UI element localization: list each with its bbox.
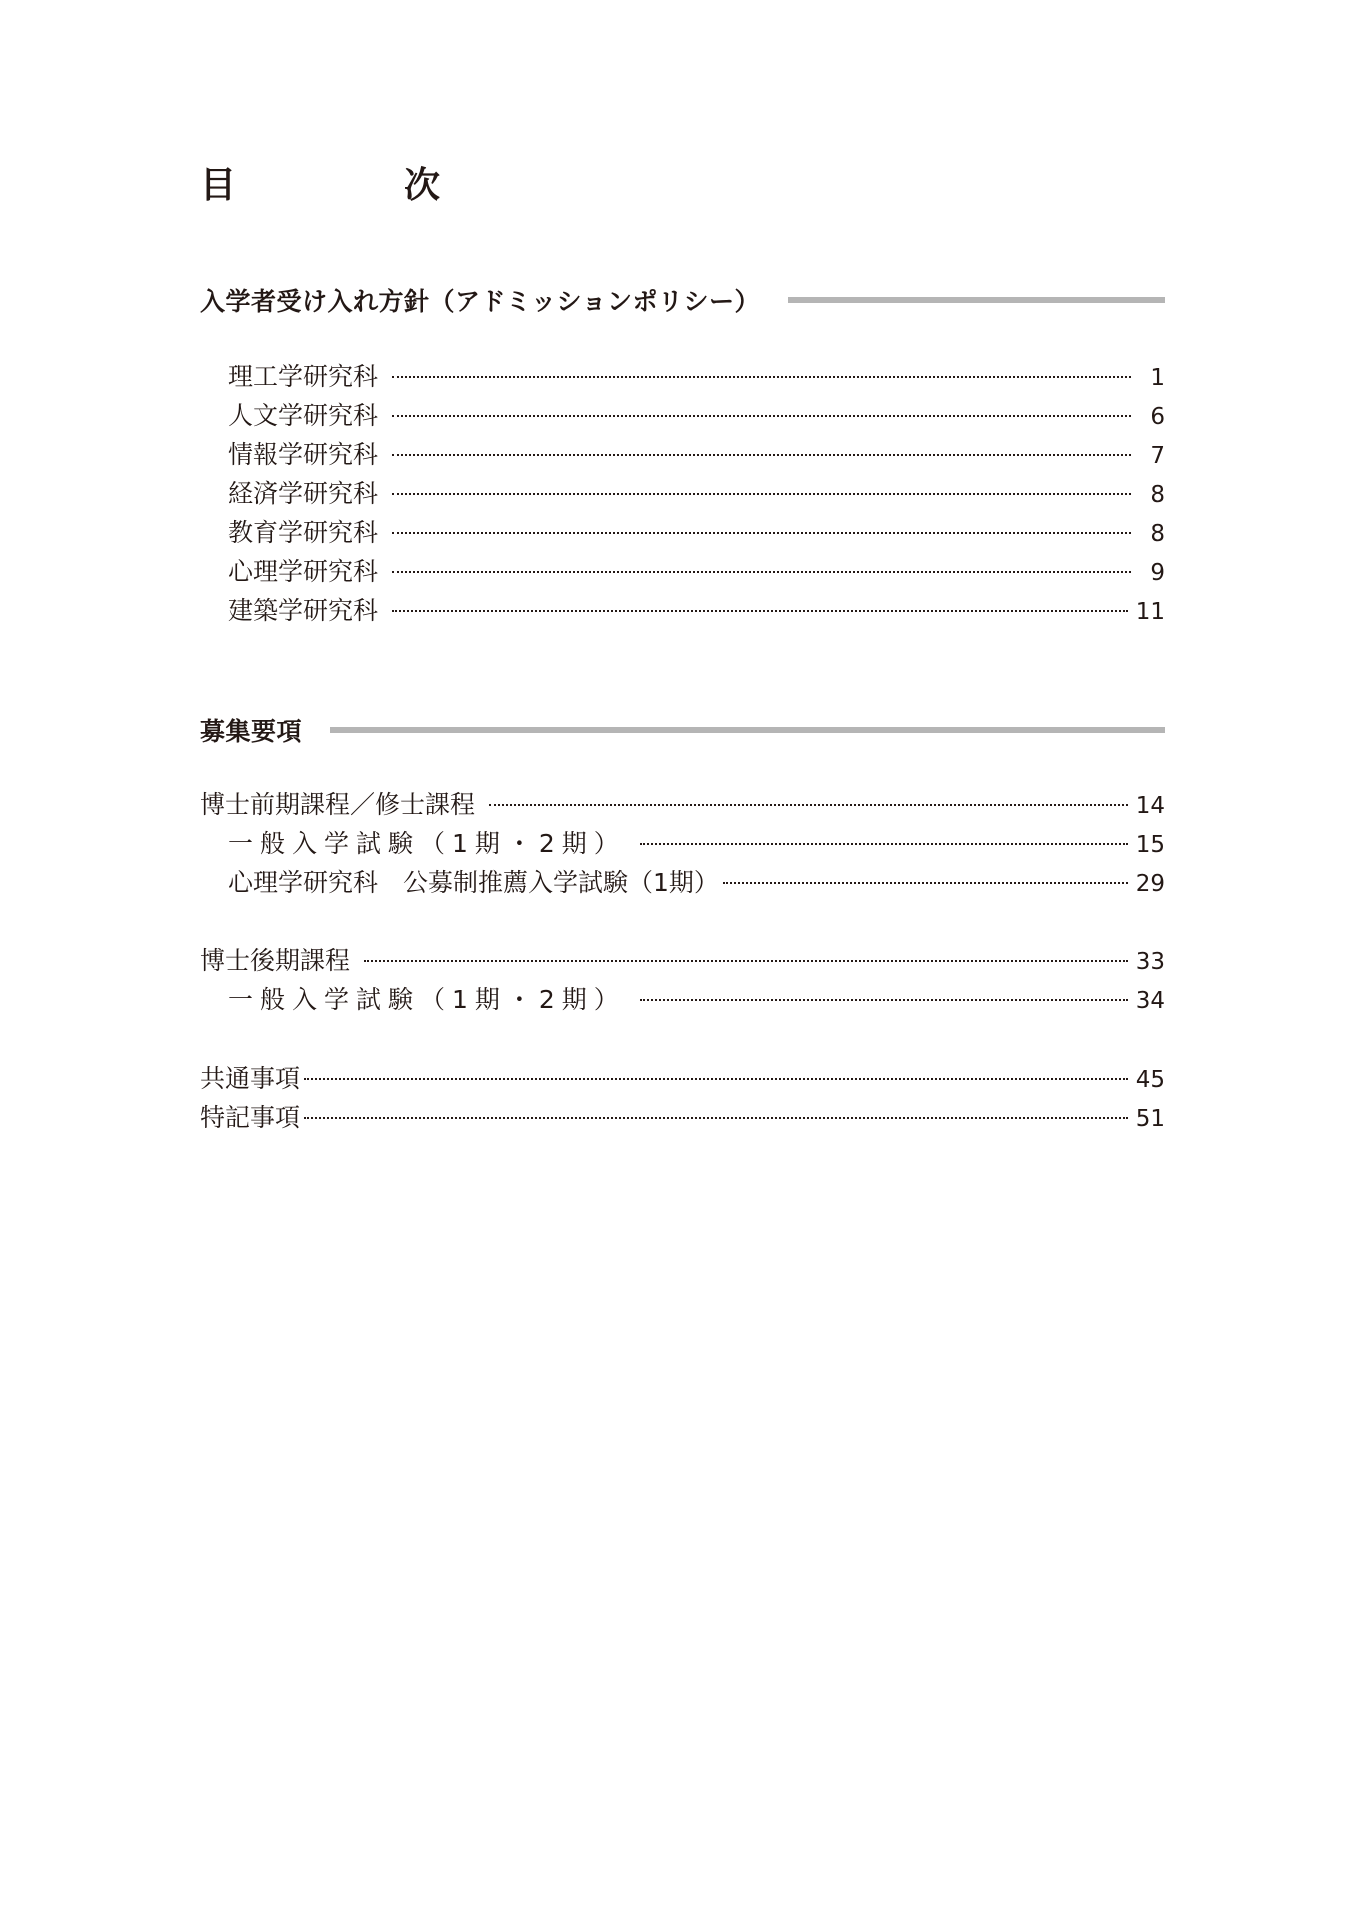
dot-leader (392, 493, 1131, 495)
dot-leader (392, 415, 1131, 417)
dot-leader (364, 960, 1128, 962)
admission-policy-list (200, 357, 1165, 630)
toc-entry-label: 博士前期課程／修士課程 (200, 790, 476, 819)
toc-entry-label: 理工学研究科 (228, 362, 379, 391)
toc-entry-economics[interactable] (200, 474, 1165, 513)
toc-page-number: 11 (1135, 599, 1165, 625)
section-divider (788, 297, 1165, 303)
toc-entry-informatics[interactable] (200, 435, 1165, 474)
toc-entry-psych-recommendation-exam[interactable] (200, 863, 1165, 902)
toc-page-number: 6 (1150, 404, 1165, 430)
toc-entry-label: 教育学研究科 (228, 518, 379, 547)
toc-page-number: 8 (1150, 482, 1165, 508)
toc-entry-psychology[interactable] (200, 552, 1165, 591)
section-heading-admission-policy (200, 280, 1165, 320)
toc-page-number: 51 (1135, 1106, 1165, 1132)
toc-page-number: 1 (1150, 365, 1165, 391)
toc-entry-science-engineering[interactable] (200, 357, 1165, 396)
toc-entry-label: 経済学研究科 (228, 479, 379, 508)
toc-entry-label: 特記事項 (200, 1103, 301, 1132)
toc-entry-label: 情報学研究科 (228, 440, 379, 469)
page-title: 目 次 (200, 165, 507, 206)
toc-entry-doctoral-course[interactable] (200, 941, 1165, 980)
dot-leader (392, 376, 1131, 378)
dot-leader (392, 610, 1128, 612)
doctoral-list (200, 941, 1165, 1019)
section-divider (330, 727, 1165, 733)
section-heading-text: 募集要項 (200, 717, 303, 746)
toc-page-number: 9 (1150, 560, 1165, 586)
toc-entry-label: 一般入学試験（1期・2期） (228, 829, 626, 858)
toc-page-number: 8 (1150, 521, 1165, 547)
dot-leader (640, 999, 1128, 1001)
toc-page-number: 34 (1135, 988, 1165, 1014)
toc-entry-humanities[interactable] (200, 396, 1165, 435)
toc-entry-masters-course[interactable] (200, 785, 1165, 824)
dot-leader (304, 1117, 1128, 1119)
dot-leader (392, 454, 1131, 456)
toc-page-number: 33 (1135, 949, 1165, 975)
section-heading-text: 入学者受け入れ方針（アドミッションポリシー） (200, 287, 761, 316)
dot-leader (723, 882, 1128, 884)
toc-entry-label: 人文学研究科 (228, 401, 379, 430)
toc-entry-education[interactable] (200, 513, 1165, 552)
section-heading-recruitment (200, 710, 1165, 750)
toc-entry-label: 建築学研究科 (228, 596, 379, 625)
dot-leader (392, 571, 1131, 573)
dot-leader (392, 532, 1131, 534)
general-info-list (200, 1059, 1165, 1137)
toc-entry-label: 博士後期課程 (200, 946, 351, 975)
toc-page-number: 15 (1135, 832, 1165, 858)
toc-entry-label: 心理学研究科 (228, 557, 379, 586)
toc-page-number: 45 (1135, 1067, 1165, 1093)
toc-entry-label: 一般入学試験（1期・2期） (228, 985, 626, 1014)
dot-leader (304, 1078, 1128, 1080)
toc-entry-doctoral-general-exam[interactable] (200, 980, 1165, 1019)
toc-entry-architecture[interactable] (200, 591, 1165, 630)
masters-list (200, 785, 1165, 902)
toc-entry-label: 共通事項 (200, 1064, 301, 1093)
toc-entry-special-notes[interactable] (200, 1098, 1165, 1137)
toc-entry-common-matters[interactable] (200, 1059, 1165, 1098)
dot-leader (640, 843, 1128, 845)
dot-leader (489, 804, 1128, 806)
toc-entry-label: 心理学研究科 公募制推薦入学試験（1期） (228, 868, 719, 897)
toc-page-number: 29 (1135, 871, 1165, 897)
toc-entry-masters-general-exam[interactable] (200, 824, 1165, 863)
toc-page-number: 7 (1150, 443, 1165, 469)
toc-page-number: 14 (1135, 793, 1165, 819)
